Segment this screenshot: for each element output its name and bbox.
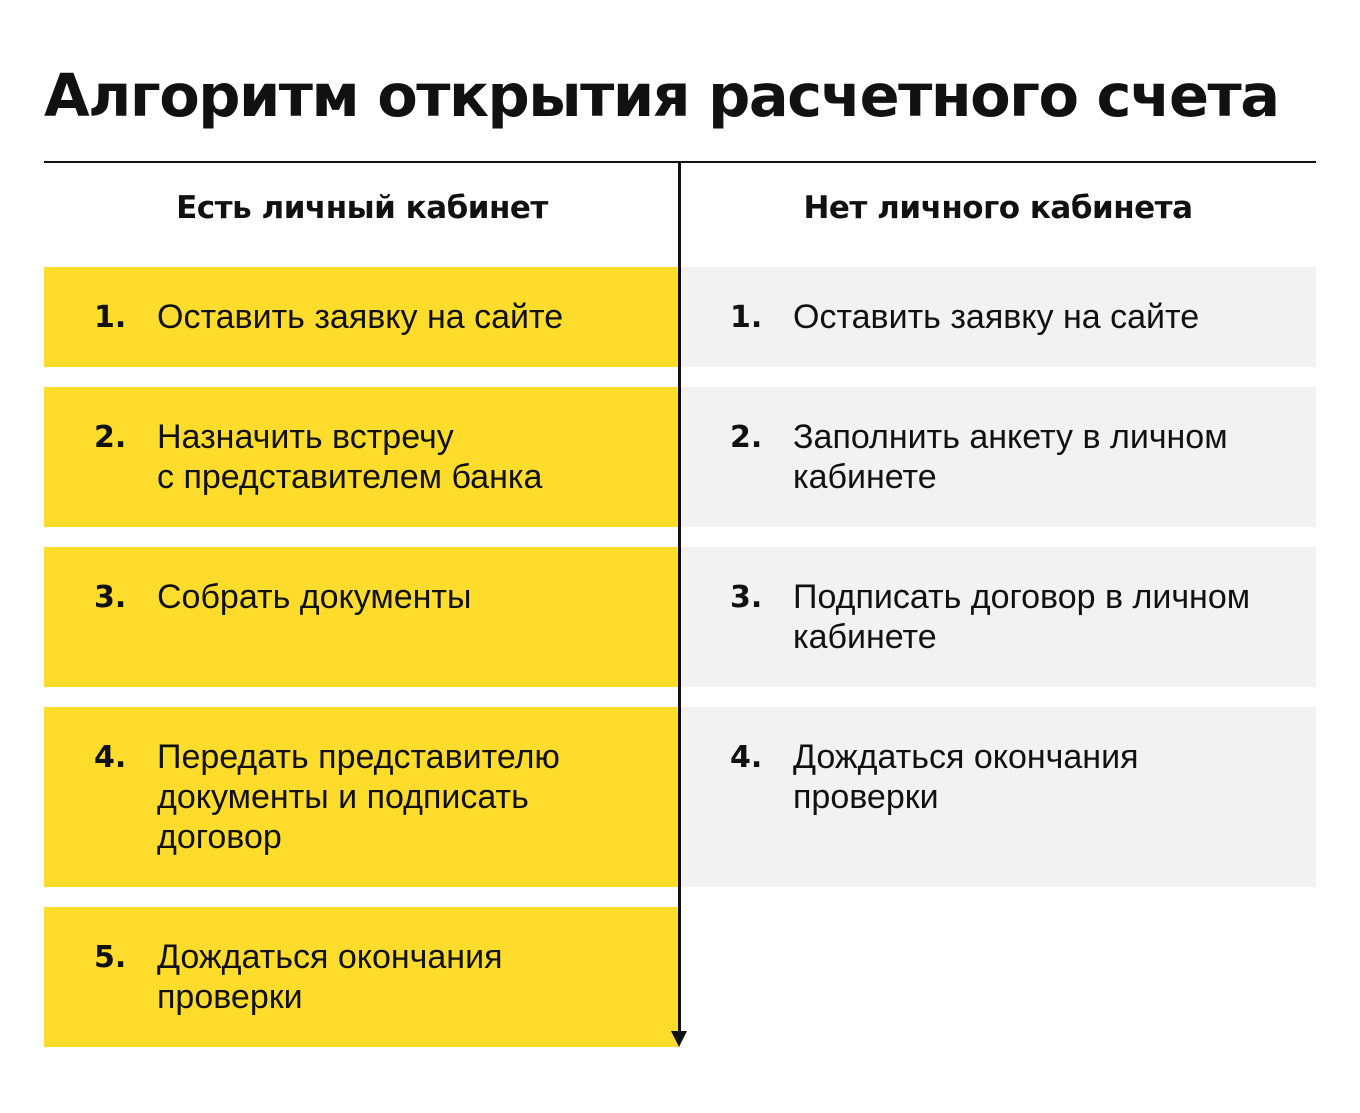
right-step-2	[680, 387, 1316, 527]
step-text: Оставить заявку на сайте	[793, 298, 1200, 336]
left-step-1	[44, 267, 680, 367]
step-text: Собрать документы	[157, 578, 472, 616]
left-step-3	[44, 547, 680, 687]
step-number: 1.	[94, 300, 127, 335]
column-heading-with-cabinet: Есть личный кабинет	[176, 190, 548, 226]
column-heading-without-cabinet: Нет личного кабинета	[803, 190, 1193, 226]
step-text: Оставить заявку на сайте	[157, 298, 564, 336]
right-step-1	[680, 267, 1316, 367]
step-text: Передать представителю документы и подписать договор	[157, 738, 560, 856]
step-number: 4.	[730, 740, 763, 775]
arrow-down-icon	[671, 1031, 687, 1047]
step-text: Назначить встречу с представителем банка	[157, 418, 543, 496]
right-step-3	[680, 547, 1316, 687]
step-number: 2.	[94, 420, 127, 455]
step-number: 3.	[730, 580, 763, 615]
step-text: Дождаться окончания проверки	[793, 738, 1139, 816]
step-number: 1.	[730, 300, 763, 335]
column-divider-line	[678, 162, 681, 1032]
step-number: 2.	[730, 420, 763, 455]
left-step-5	[44, 907, 680, 1047]
step-number: 5.	[94, 940, 127, 975]
step-number: 3.	[94, 580, 127, 615]
left-step-4	[44, 707, 680, 887]
step-text: Заполнить анкету в личном кабинете	[793, 418, 1228, 496]
step-text: Подписать договор в личном кабинете	[793, 578, 1251, 656]
step-text: Дождаться окончания проверки	[157, 938, 503, 1016]
left-step-2	[44, 387, 680, 527]
page-title: Алгоритм открытия расчетного счета	[44, 61, 1279, 130]
right-step-4	[680, 707, 1316, 887]
step-number: 4.	[94, 740, 127, 775]
